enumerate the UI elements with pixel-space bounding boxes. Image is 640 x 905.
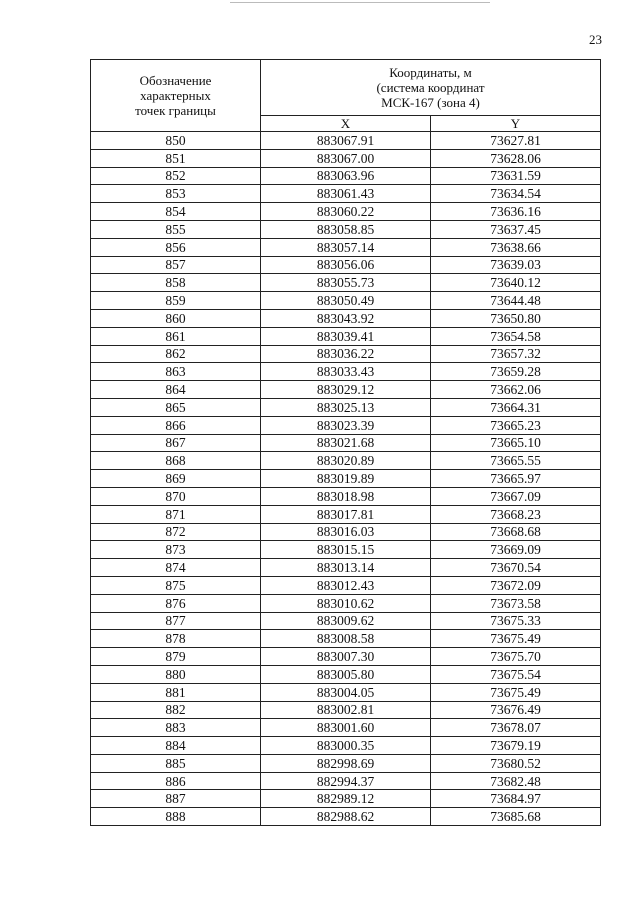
x-coordinate-cell: 883012.43 bbox=[261, 576, 431, 594]
point-id-cell: 878 bbox=[91, 630, 261, 648]
x-coordinate-cell: 883001.60 bbox=[261, 719, 431, 737]
table-row bbox=[91, 309, 601, 327]
point-id-cell: 887 bbox=[91, 790, 261, 808]
y-coordinate-cell: 73685.68 bbox=[431, 808, 601, 826]
point-id-cell: 862 bbox=[91, 345, 261, 363]
point-id-cell: 870 bbox=[91, 487, 261, 505]
header-coordinates bbox=[261, 60, 601, 116]
point-id-cell: 874 bbox=[91, 559, 261, 577]
table-row bbox=[91, 576, 601, 594]
x-coordinate-cell: 883058.85 bbox=[261, 220, 431, 238]
point-id-cell: 856 bbox=[91, 238, 261, 256]
table-row bbox=[91, 594, 601, 612]
x-coordinate-cell: 882988.62 bbox=[261, 808, 431, 826]
x-coordinate-cell: 883007.30 bbox=[261, 648, 431, 666]
point-id-cell: 860 bbox=[91, 309, 261, 327]
header-x: X bbox=[261, 116, 431, 132]
point-id-cell: 880 bbox=[91, 665, 261, 683]
point-id-cell: 886 bbox=[91, 772, 261, 790]
x-coordinate-cell: 883039.41 bbox=[261, 327, 431, 345]
table-row bbox=[91, 470, 601, 488]
header-point-designation bbox=[91, 60, 261, 132]
table-body bbox=[91, 132, 601, 826]
y-coordinate-cell: 73675.49 bbox=[431, 630, 601, 648]
table-row bbox=[91, 220, 601, 238]
table-row bbox=[91, 274, 601, 292]
y-coordinate-cell: 73665.23 bbox=[431, 416, 601, 434]
header-point-line: Обозначение bbox=[139, 73, 212, 88]
table-row bbox=[91, 790, 601, 808]
y-coordinate-cell: 73662.06 bbox=[431, 381, 601, 399]
y-coordinate-cell: 73676.49 bbox=[431, 701, 601, 719]
table-row bbox=[91, 398, 601, 416]
y-coordinate-cell: 73657.32 bbox=[431, 345, 601, 363]
point-id-cell: 855 bbox=[91, 220, 261, 238]
table-header bbox=[91, 60, 601, 132]
y-coordinate-cell: 73679.19 bbox=[431, 737, 601, 755]
table-row bbox=[91, 416, 601, 434]
x-coordinate-cell: 883016.03 bbox=[261, 523, 431, 541]
point-id-cell: 884 bbox=[91, 737, 261, 755]
x-coordinate-cell: 883056.06 bbox=[261, 256, 431, 274]
table-row bbox=[91, 559, 601, 577]
header-coords-line: (система координат bbox=[376, 80, 485, 95]
x-coordinate-cell: 883017.81 bbox=[261, 505, 431, 523]
y-coordinate-cell: 73627.81 bbox=[431, 132, 601, 150]
table-row bbox=[91, 256, 601, 274]
x-coordinate-cell: 883025.13 bbox=[261, 398, 431, 416]
y-coordinate-cell: 73636.16 bbox=[431, 203, 601, 221]
table-row bbox=[91, 381, 601, 399]
x-coordinate-cell: 883033.43 bbox=[261, 363, 431, 381]
y-coordinate-cell: 73631.59 bbox=[431, 167, 601, 185]
point-id-cell: 885 bbox=[91, 754, 261, 772]
header-coords-line: МСК-167 (зона 4) bbox=[381, 95, 480, 110]
x-coordinate-cell: 883036.22 bbox=[261, 345, 431, 363]
y-coordinate-cell: 73628.06 bbox=[431, 149, 601, 167]
y-coordinate-cell: 73673.58 bbox=[431, 594, 601, 612]
x-coordinate-cell: 883060.22 bbox=[261, 203, 431, 221]
y-coordinate-cell: 73672.09 bbox=[431, 576, 601, 594]
x-coordinate-cell: 883067.00 bbox=[261, 149, 431, 167]
point-id-cell: 852 bbox=[91, 167, 261, 185]
table-row bbox=[91, 665, 601, 683]
y-coordinate-cell: 73682.48 bbox=[431, 772, 601, 790]
x-coordinate-cell: 883055.73 bbox=[261, 274, 431, 292]
x-coordinate-cell: 883057.14 bbox=[261, 238, 431, 256]
table-row bbox=[91, 238, 601, 256]
point-id-cell: 879 bbox=[91, 648, 261, 666]
y-coordinate-cell: 73650.80 bbox=[431, 309, 601, 327]
point-id-cell: 859 bbox=[91, 292, 261, 310]
y-coordinate-cell: 73684.97 bbox=[431, 790, 601, 808]
coordinates-table bbox=[90, 59, 601, 826]
point-id-cell: 863 bbox=[91, 363, 261, 381]
x-coordinate-cell: 883023.39 bbox=[261, 416, 431, 434]
table-row bbox=[91, 737, 601, 755]
point-id-cell: 864 bbox=[91, 381, 261, 399]
table-row bbox=[91, 487, 601, 505]
x-coordinate-cell: 883050.49 bbox=[261, 292, 431, 310]
table-row bbox=[91, 523, 601, 541]
header-y: Y bbox=[431, 116, 601, 132]
table-row bbox=[91, 505, 601, 523]
x-coordinate-cell: 883013.14 bbox=[261, 559, 431, 577]
x-coordinate-cell: 882994.37 bbox=[261, 772, 431, 790]
point-id-cell: 854 bbox=[91, 203, 261, 221]
point-id-cell: 881 bbox=[91, 683, 261, 701]
table-row bbox=[91, 363, 601, 381]
y-coordinate-cell: 73678.07 bbox=[431, 719, 601, 737]
point-id-cell: 871 bbox=[91, 505, 261, 523]
table-row bbox=[91, 203, 601, 221]
point-id-cell: 869 bbox=[91, 470, 261, 488]
x-coordinate-cell: 883019.89 bbox=[261, 470, 431, 488]
point-id-cell: 857 bbox=[91, 256, 261, 274]
x-coordinate-cell: 882989.12 bbox=[261, 790, 431, 808]
point-id-cell: 853 bbox=[91, 185, 261, 203]
y-coordinate-cell: 73669.09 bbox=[431, 541, 601, 559]
y-coordinate-cell: 73638.66 bbox=[431, 238, 601, 256]
x-coordinate-cell: 883029.12 bbox=[261, 381, 431, 399]
x-coordinate-cell: 883015.15 bbox=[261, 541, 431, 559]
y-coordinate-cell: 73675.49 bbox=[431, 683, 601, 701]
y-coordinate-cell: 73654.58 bbox=[431, 327, 601, 345]
x-coordinate-cell: 883043.92 bbox=[261, 309, 431, 327]
y-coordinate-cell: 73659.28 bbox=[431, 363, 601, 381]
table-row bbox=[91, 132, 601, 150]
x-coordinate-cell: 883008.58 bbox=[261, 630, 431, 648]
y-coordinate-cell: 73675.54 bbox=[431, 665, 601, 683]
table-row bbox=[91, 683, 601, 701]
x-coordinate-cell: 883010.62 bbox=[261, 594, 431, 612]
y-coordinate-cell: 73634.54 bbox=[431, 185, 601, 203]
y-coordinate-cell: 73670.54 bbox=[431, 559, 601, 577]
table-row bbox=[91, 345, 601, 363]
x-coordinate-cell: 883009.62 bbox=[261, 612, 431, 630]
y-coordinate-cell: 73668.68 bbox=[431, 523, 601, 541]
y-coordinate-cell: 73665.55 bbox=[431, 452, 601, 470]
x-coordinate-cell: 883020.89 bbox=[261, 452, 431, 470]
x-coordinate-cell: 883061.43 bbox=[261, 185, 431, 203]
page-number: 23 bbox=[589, 32, 602, 47]
point-id-cell: 850 bbox=[91, 132, 261, 150]
table-row bbox=[91, 149, 601, 167]
y-coordinate-cell: 73665.10 bbox=[431, 434, 601, 452]
y-coordinate-cell: 73637.45 bbox=[431, 220, 601, 238]
point-id-cell: 883 bbox=[91, 719, 261, 737]
header-row-main bbox=[91, 60, 601, 116]
y-coordinate-cell: 73664.31 bbox=[431, 398, 601, 416]
table-row bbox=[91, 541, 601, 559]
y-coordinate-cell: 73668.23 bbox=[431, 505, 601, 523]
x-coordinate-cell: 883000.35 bbox=[261, 737, 431, 755]
point-id-cell: 865 bbox=[91, 398, 261, 416]
table-row bbox=[91, 452, 601, 470]
y-coordinate-cell: 73680.52 bbox=[431, 754, 601, 772]
table-row bbox=[91, 612, 601, 630]
y-coordinate-cell: 73675.33 bbox=[431, 612, 601, 630]
y-coordinate-cell: 73639.03 bbox=[431, 256, 601, 274]
table-row bbox=[91, 719, 601, 737]
header-point-line: точек границы bbox=[135, 103, 216, 118]
y-coordinate-cell: 73665.97 bbox=[431, 470, 601, 488]
table-row bbox=[91, 434, 601, 452]
table-row bbox=[91, 292, 601, 310]
x-coordinate-cell: 882998.69 bbox=[261, 754, 431, 772]
point-id-cell: 861 bbox=[91, 327, 261, 345]
point-id-cell: 868 bbox=[91, 452, 261, 470]
x-coordinate-cell: 883067.91 bbox=[261, 132, 431, 150]
y-coordinate-cell: 73667.09 bbox=[431, 487, 601, 505]
point-id-cell: 872 bbox=[91, 523, 261, 541]
point-id-cell: 866 bbox=[91, 416, 261, 434]
point-id-cell: 873 bbox=[91, 541, 261, 559]
x-coordinate-cell: 883002.81 bbox=[261, 701, 431, 719]
x-coordinate-cell: 883004.05 bbox=[261, 683, 431, 701]
point-id-cell: 888 bbox=[91, 808, 261, 826]
y-coordinate-cell: 73644.48 bbox=[431, 292, 601, 310]
table-row bbox=[91, 701, 601, 719]
table-row bbox=[91, 648, 601, 666]
point-id-cell: 858 bbox=[91, 274, 261, 292]
header-coords-line: Координаты, м bbox=[389, 65, 472, 80]
point-id-cell: 876 bbox=[91, 594, 261, 612]
x-coordinate-cell: 883005.80 bbox=[261, 665, 431, 683]
x-coordinate-cell: 883021.68 bbox=[261, 434, 431, 452]
x-coordinate-cell: 883063.96 bbox=[261, 167, 431, 185]
table-row bbox=[91, 630, 601, 648]
table-row bbox=[91, 754, 601, 772]
x-coordinate-cell: 883018.98 bbox=[261, 487, 431, 505]
y-coordinate-cell: 73675.70 bbox=[431, 648, 601, 666]
top-divider-line bbox=[230, 2, 490, 3]
table-row bbox=[91, 808, 601, 826]
point-id-cell: 882 bbox=[91, 701, 261, 719]
point-id-cell: 877 bbox=[91, 612, 261, 630]
point-id-cell: 867 bbox=[91, 434, 261, 452]
point-id-cell: 875 bbox=[91, 576, 261, 594]
point-id-cell: 851 bbox=[91, 149, 261, 167]
table-row bbox=[91, 185, 601, 203]
table-row bbox=[91, 772, 601, 790]
table-row bbox=[91, 167, 601, 185]
y-coordinate-cell: 73640.12 bbox=[431, 274, 601, 292]
header-point-line: характерных bbox=[140, 88, 211, 103]
table-row bbox=[91, 327, 601, 345]
